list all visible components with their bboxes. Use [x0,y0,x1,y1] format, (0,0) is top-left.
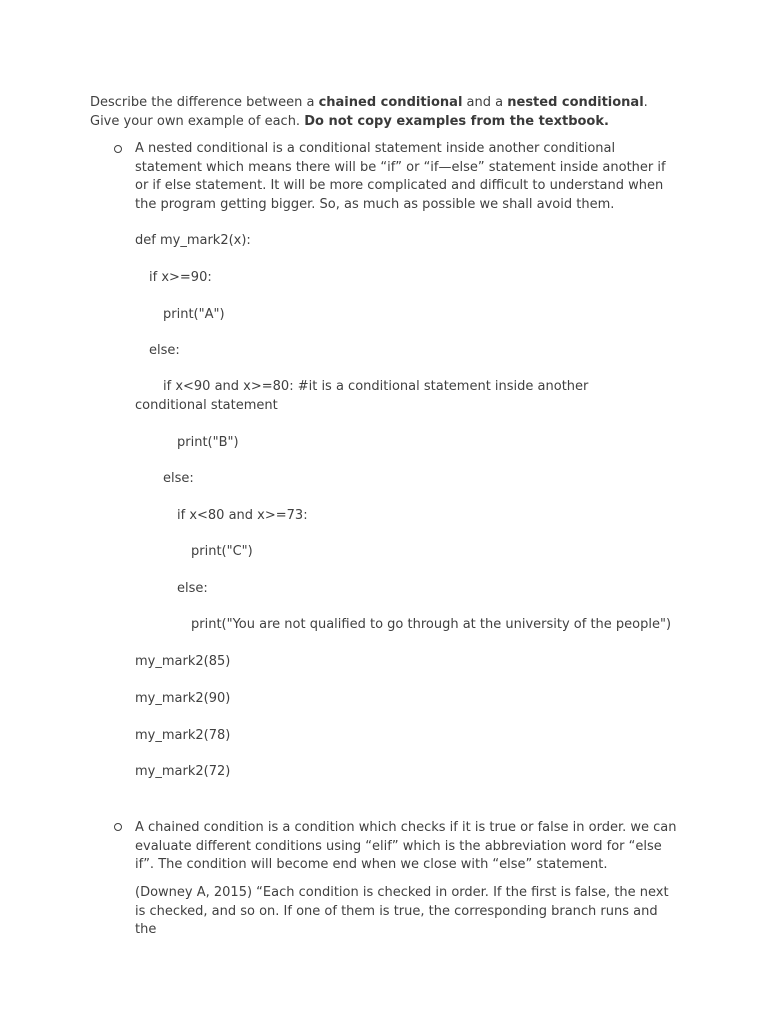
question-text: Describe the difference between a [90,95,319,110]
code-line: print("C") [191,544,253,559]
code-line: else: [149,343,180,358]
bullet-circle-icon [114,823,122,831]
chained-quote: (Downey A, 2015) “Each condition is checked in order. If the first is false, the next is checked, and so on. If one of them is true, the corresponding branch runs and the [135,885,669,937]
code-line: my_mark2(72) [135,764,231,779]
code-line: else: [177,581,208,596]
code-line: print("B") [177,435,239,450]
code-line: print("You are not qualified to go through at the university of the people") [191,617,672,632]
nested-description: A nested conditional is a conditional statement inside another conditional statement which means there will be “if” or “if—else” statement inside another if or if else statement. It will be more complicated and difficult to understand when the program getting bigger. So, as much as possible we shall avoid them. [135,141,666,212]
code-line: if x>=90: [149,270,212,285]
code-line: my_mark2(78) [135,728,231,743]
question-prompt [90,93,680,131]
code-line: my_mark2(85) [135,654,231,669]
code-line: my_mark2(90) [135,691,231,706]
question-bold-instruction: Do not copy examples from the textbook. [304,114,609,129]
question-text: and a [462,95,508,110]
code-line: print("A") [163,307,225,322]
code-line: if x<90 and x>=80: #it is a conditional statement inside another conditional statement [135,379,589,413]
code-line: else: [163,471,194,486]
question-bold-nested: nested conditional [507,95,644,110]
question-text: . Give your own example of each. [90,95,648,129]
code-line: def my_mark2(x): [135,233,251,248]
chained-description: A chained condition is a condition which checks if it is true or false in order. we can evaluate different conditions using “elif” which is the abbreviation word for “else if”. The condition will become end when we close with “else” statement. [135,820,677,872]
question-bold-chained: chained conditional [318,95,463,110]
code-line: if x<80 and x>=73: [177,508,308,523]
bullet-circle-icon [114,145,122,153]
